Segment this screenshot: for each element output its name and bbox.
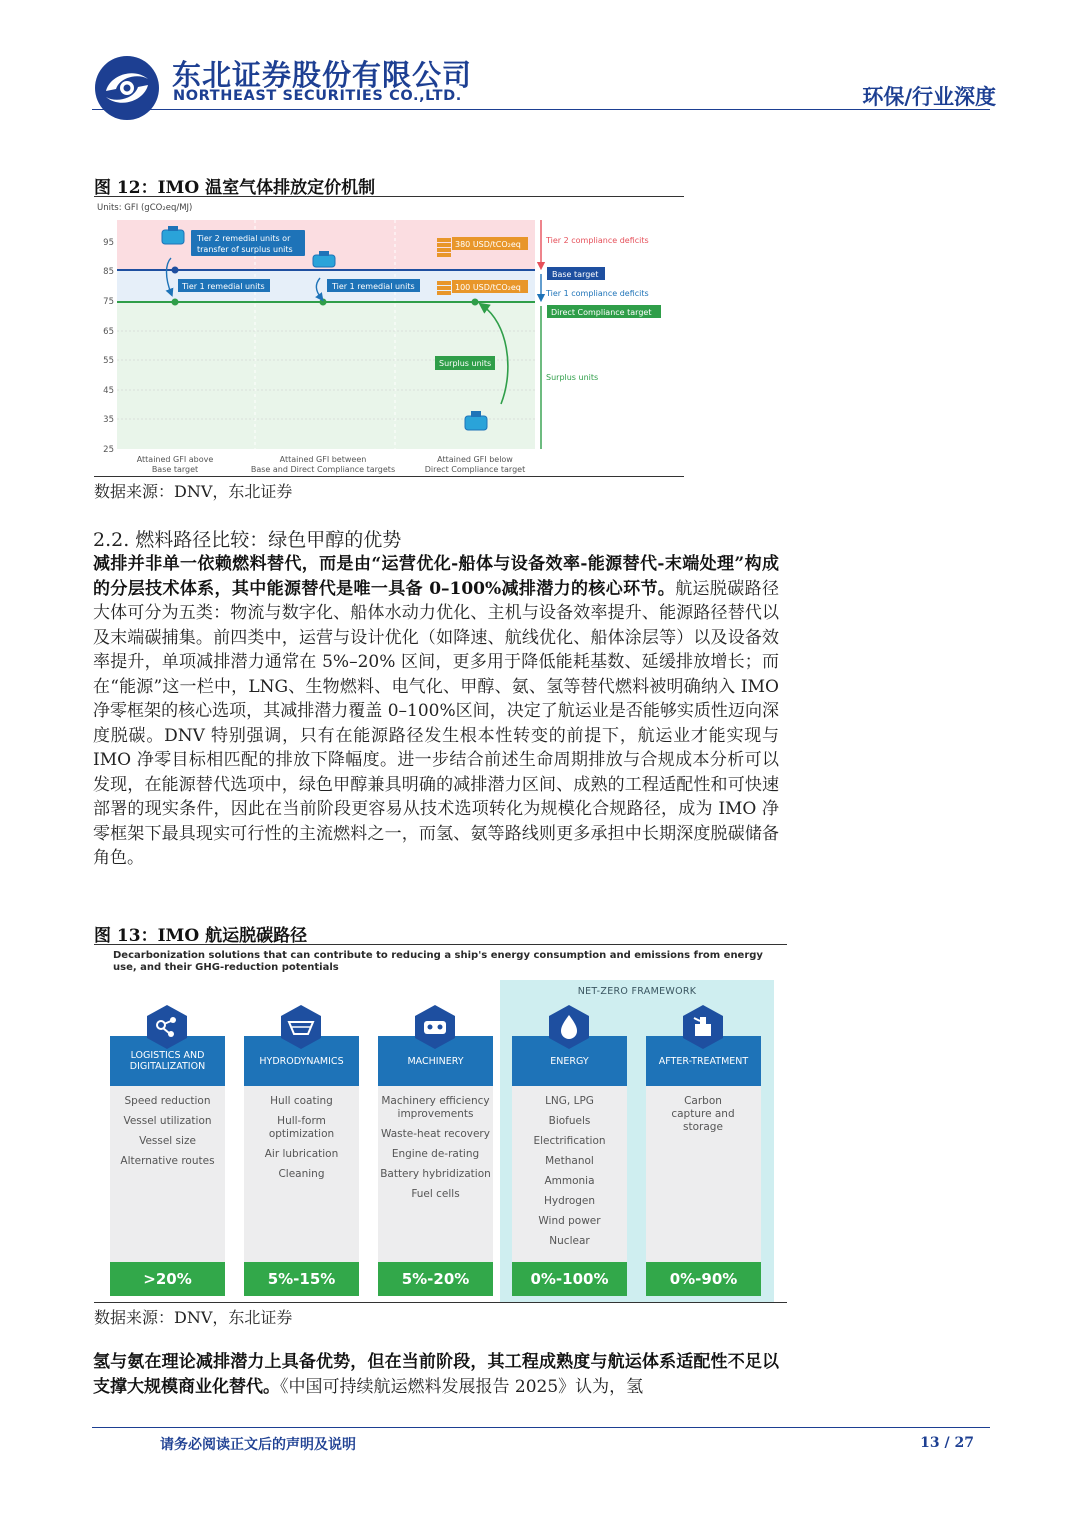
y-tick: 75 (103, 297, 114, 307)
list-item: Engine de-rating (391, 1148, 480, 1160)
section-bold-lead: 减排并非单一依赖燃料替代，而是由“运营优化-船体与设备效率-能源替代-末端处理”构成的分层技术体系，其中能源替代是唯一具备 0–100%减排潜力的核心环节。 (93, 554, 779, 599)
figure-12-title: 图 12：IMO 温室气体排放定价机制 (94, 178, 376, 198)
svg-text:100 USD/tCO₂eq: 100 USD/tCO₂eq (455, 283, 521, 292)
column-items (244, 1095, 359, 1188)
y-tick: 45 (103, 386, 114, 396)
section-heading: 2.2. 燃料路径比较：绿色甲醇的优势 (93, 529, 402, 551)
page-number: 13 / 27 (920, 1435, 974, 1451)
svg-text:Attained GFI above: Attained GFI above (136, 455, 214, 464)
list-item: Methanol (545, 1155, 594, 1167)
column-items (110, 1095, 225, 1175)
figure-13-title: 图 13：IMO 航运脱碳路径 (94, 926, 308, 946)
reduction-potential: 5%-15% (244, 1262, 359, 1296)
svg-text:Attained GFI between: Attained GFI between (279, 455, 367, 464)
closing-body: 《中国可持续航运燃料发展报告 2025》认为，氢 (280, 1376, 644, 1397)
column-header: LOGISTICS AND DIGITALIZATION (110, 1036, 225, 1086)
list-item: Alternative routes (120, 1155, 215, 1167)
list-item: Hull-form optimization (268, 1115, 335, 1140)
svg-text:Direct Compliance target: Direct Compliance target (424, 465, 526, 474)
column-header: MACHINERY (378, 1036, 493, 1086)
svg-text:Tier 1 remedial units: Tier 1 remedial units (182, 282, 265, 291)
reduction-potential: >20% (110, 1262, 225, 1296)
svg-text:Tier 1 compliance deficits: Tier 1 compliance deficits (546, 289, 649, 298)
list-item: Waste-heat recovery (381, 1128, 490, 1140)
figure-13-source: 数据来源：DNV，东北证券 (94, 1308, 293, 1327)
figure-13-bottom-rule (94, 1302, 787, 1303)
chart-units-label: Units: GFI (gCO₂eq/MJ) (97, 203, 193, 213)
network-nodes-icon (144, 1004, 190, 1050)
figure-13-top-rule (94, 944, 787, 945)
report-category: 环保/行业深度 (862, 85, 996, 109)
svg-text:Base and Direct Compliance tar: Base and Direct Compliance targets (250, 465, 396, 474)
y-tick: 25 (103, 445, 114, 455)
column-header: AFTER-TREATMENT (646, 1036, 761, 1086)
svg-text:Base target: Base target (151, 465, 199, 474)
company-logo (94, 55, 160, 121)
list-item: Electrification (533, 1135, 606, 1147)
y-tick: 55 (103, 356, 114, 366)
reduction-potential: 0%-100% (512, 1262, 627, 1296)
list-item: Cleaning (278, 1168, 325, 1180)
figure-12-bottom-rule (94, 476, 684, 477)
reduction-potential: 5%-20% (378, 1262, 493, 1296)
list-item: Wind power (538, 1215, 601, 1227)
closing-paragraph (93, 1350, 779, 1399)
list-item: Vessel utilization (123, 1115, 212, 1127)
y-tick: 85 (103, 267, 114, 277)
closing-bold-lead: 氢与氨在理论减排潜力上具备优势，但在当前阶段，其工程成熟度与航运体系适配性不足以支撑大规模商业化替代。 (93, 1352, 779, 1397)
y-tick: 35 (103, 415, 114, 425)
svg-text:transfer of surplus units: transfer of surplus units (197, 245, 293, 254)
company-name-cn: 东北证券股份有限公司 (172, 58, 473, 92)
list-item: Biofuels (548, 1115, 591, 1127)
svg-text:Attained GFI below: Attained GFI below (437, 455, 513, 464)
company-name-en: NORTHEAST SECURITIES CO.,LTD. (173, 88, 462, 104)
footer-rule (92, 1427, 990, 1428)
list-item: Hydrogen (543, 1195, 596, 1207)
svg-text:380 USD/tCO₂eq: 380 USD/tCO₂eq (455, 240, 521, 249)
column-header: ENERGY (512, 1036, 627, 1086)
svg-text:Surplus units: Surplus units (439, 359, 492, 368)
column-items (378, 1095, 493, 1208)
droplet-icon (546, 1004, 592, 1050)
svg-text:Tier 2 remedial units or: Tier 2 remedial units or (197, 234, 291, 243)
capture-icon (680, 1004, 726, 1050)
coin-stack-icon (437, 281, 451, 295)
list-item: Speed reduction (124, 1095, 211, 1107)
footer-disclaimer: 请务必阅读正文后的声明及说明 (160, 1437, 356, 1453)
list-item: Machinery efficiency improvements (381, 1095, 490, 1120)
svg-text:Surplus units: Surplus units (546, 373, 599, 382)
list-item: Hull coating (270, 1095, 333, 1107)
list-item: Air lubrication (264, 1148, 339, 1160)
reduction-potential: 0%-90% (646, 1262, 761, 1296)
list-item: Battery hybridization (380, 1168, 491, 1180)
y-tick: 65 (103, 327, 114, 337)
header-rule (92, 109, 990, 110)
svg-text:Tier 2 compliance deficits: Tier 2 compliance deficits (546, 236, 649, 245)
svg-text:Direct Compliance target: Direct Compliance target (551, 308, 652, 317)
hull-icon (278, 1004, 324, 1050)
list-item: Vessel size (139, 1135, 196, 1147)
list-item: Nuclear (549, 1235, 590, 1247)
figure-13-headline: Decarbonization solutions that can contribute to reducing a ship's energy consumption and emissions from energy use, and their GHG-reduction potentials (113, 950, 763, 973)
section-body (93, 552, 779, 871)
section-paragraph: 航运脱碳路径大体可分为五类：物流与数字化、船体水动力优化、主机与设备效率提升、能源路径替代以及末端碳捕集。前四类中，运营与设计优化（如降速、航线优化、船体涂层等）以及设备效率提升，单项减排潜力通常在 5%–20% 区间，更多用于降低能耗基数、延缓排放增长；而在“能源”这一栏中，LNG、生物燃料、电气化、甲醇、氨、氢等替代燃料被明确纳入 IMO 净零框架的核心选项，其减排潜力覆盖 0–100%区间，决定了航运业是否能够实质性迈向深度脱碳。DNV 特别强调，只有在能源路径发生根本性转变的前提下，航运业才能实现与 IMO 净零目标相匹配的排放下降幅度。进一步结合前述生命周期排放与合规成本分析可以发现，在能源替代选项中，绿色甲醇兼具明确的减排潜力区间、成熟的工程适配性和可快速部署的现实条件，因此在当前阶段更容易从技术选项转化为规模化合规路径，成为 IMO 净零框架下最具现实可行性的主流燃料之一，而氢、氨等路线则更多承担中长期深度脱碳储备角色。 (93, 578, 780, 868)
net-zero-framework-label: NET-ZERO FRAMEWORK (577, 986, 697, 997)
list-item: Carbon capture and storage (671, 1095, 735, 1133)
figure-12-chart (95, 198, 695, 484)
list-item: LNG, LPG (545, 1095, 594, 1107)
engine-icon (412, 1004, 458, 1050)
list-item: Ammonia (544, 1175, 595, 1187)
list-item: Fuel cells (411, 1188, 460, 1200)
svg-text:Base target: Base target (552, 270, 599, 279)
figure-12-top-rule (94, 196, 684, 197)
figure-12-source: 数据来源：DNV，东北证券 (94, 482, 293, 501)
svg-text:Tier 1 remedial units: Tier 1 remedial units (332, 282, 415, 291)
column-header: HYDRODYNAMICS (244, 1036, 359, 1086)
y-tick: 95 (103, 238, 114, 248)
column-items (512, 1095, 627, 1255)
column-items (646, 1095, 761, 1141)
